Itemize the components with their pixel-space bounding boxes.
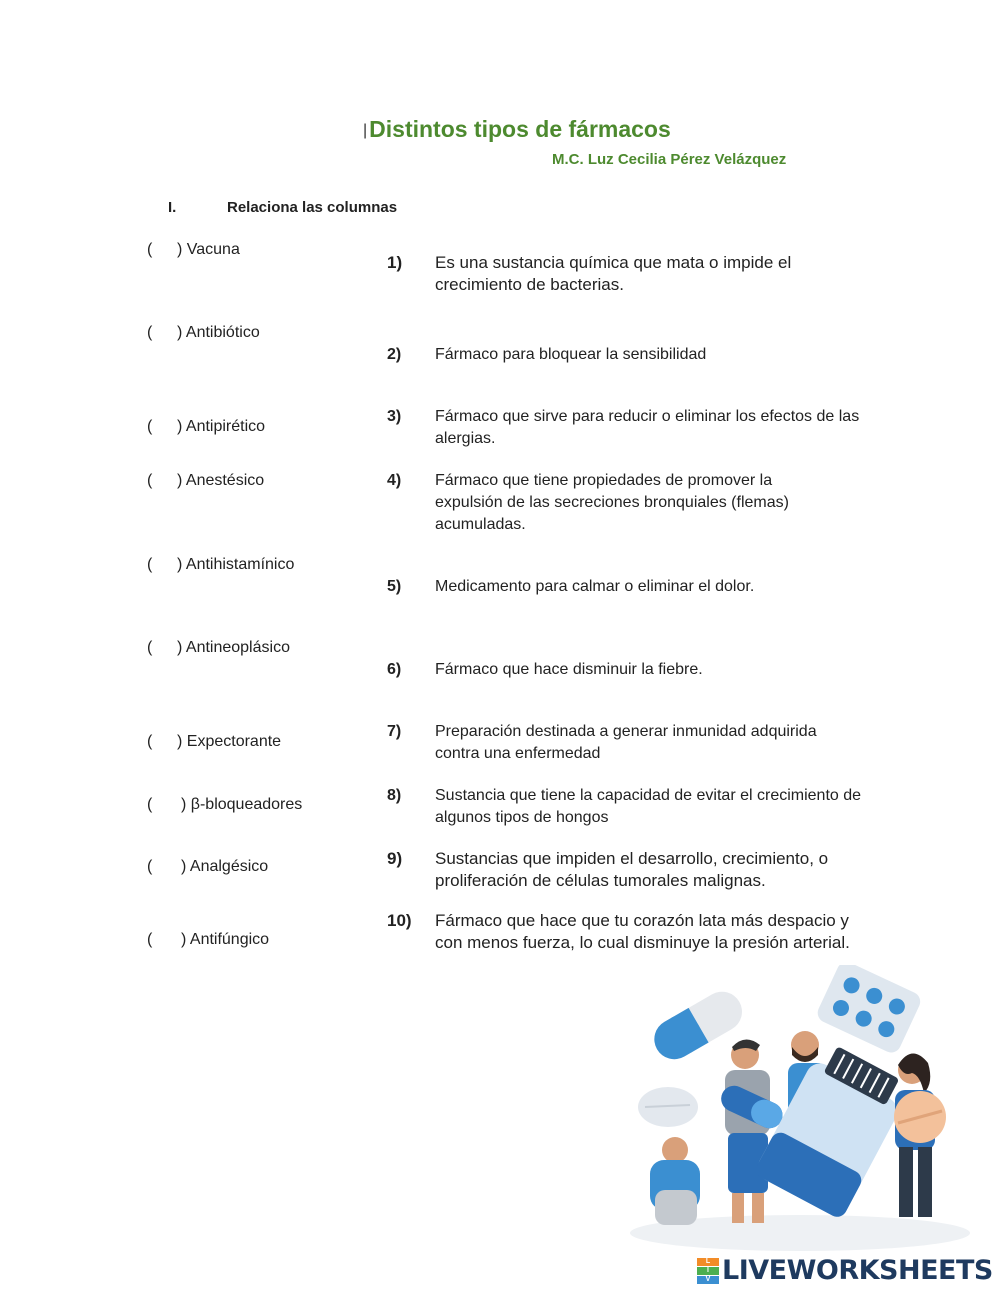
logo-badge-letter: I [697, 1267, 719, 1275]
answer-paren: ( [147, 858, 153, 875]
liveworksheets-logo [697, 1255, 993, 1285]
definition-text: Fármaco que hace que tu corazón lata más despacio y con menos fuerza, lo cual disminuye la presión arterial. [435, 911, 850, 952]
item-label: ) Analgésico [181, 858, 269, 875]
answer-slot-analgesico[interactable] [147, 858, 268, 876]
logo-badge-icon [697, 1258, 719, 1284]
item-label: ) Antifúngico [181, 931, 270, 948]
item-label: ) Antipirético [177, 418, 266, 435]
definition-text: Fármaco para bloquear la sensibilidad [435, 346, 707, 363]
definition-4 [387, 470, 831, 536]
answer-paren: ( [147, 324, 153, 341]
answer-paren: ( [147, 796, 153, 813]
definition-number: 2) [387, 346, 402, 363]
answer-slot-antineoplasico[interactable] [147, 639, 290, 657]
logo-badge-letter: L [697, 1258, 719, 1266]
logo-badge-letter: V [697, 1276, 719, 1284]
definition-number: 4) [387, 472, 402, 489]
definition-number: 10) [387, 911, 412, 930]
definition-number: 8) [387, 787, 402, 804]
definition-number: 5) [387, 578, 402, 595]
definition-text: Fármaco que hace disminuir la fiebre. [435, 661, 703, 678]
answer-slot-vacuna[interactable] [147, 241, 240, 259]
definition-text: Preparación destinada a generar inmunidad adquirida contra una enfermedad [435, 723, 817, 762]
text-cursor: | [363, 122, 368, 139]
answer-slot-anestesico[interactable] [147, 472, 264, 490]
definition-number: 6) [387, 661, 402, 678]
definition-text: Es una sustancia química que mata o impide el crecimiento de bacterias. [435, 253, 792, 294]
definition-number: 9) [387, 849, 403, 868]
definition-number: 1) [387, 253, 403, 272]
definition-7 [387, 721, 851, 765]
answer-paren: ( [147, 931, 153, 948]
item-label: ) Vacuna [177, 241, 240, 258]
definition-9 [387, 848, 861, 892]
people-with-medicine-illustration [620, 965, 980, 1255]
definition-5 [387, 576, 871, 598]
answer-paren: ( [147, 241, 153, 258]
answer-slot-antihistaminico[interactable] [147, 556, 294, 574]
definition-2 [387, 344, 871, 366]
title-text: Distintos tipos de fármacos [369, 116, 671, 142]
answer-paren: ( [147, 472, 153, 489]
answer-paren: ( [147, 733, 153, 750]
answer-slot-antibiotico[interactable] [147, 324, 260, 342]
logo-wordmark: LIVEWORKSHEETS [722, 1255, 993, 1286]
answer-paren: ( [147, 639, 153, 656]
section-title: Relaciona las columnas [227, 199, 398, 216]
definition-text: Medicamento para calmar o eliminar el dolor. [435, 578, 755, 595]
medicine-bottle-icon [753, 1039, 913, 1220]
definition-6 [387, 659, 871, 681]
definition-3 [387, 406, 871, 450]
page-title [363, 116, 671, 143]
section-number: I. [168, 199, 177, 216]
answer-slot-beta-bloqueadores[interactable] [147, 796, 302, 814]
answer-paren: ( [147, 418, 153, 435]
definition-text: Fármaco que tiene propiedades de promover la expulsión de las secreciones bronquiales (flemas) acumuladas. [435, 472, 789, 533]
definition-1 [387, 252, 871, 296]
answer-paren: ( [147, 556, 153, 573]
item-label: ) Anestésico [177, 472, 265, 489]
definition-8 [387, 785, 871, 829]
answer-slot-expectorante[interactable] [147, 733, 281, 751]
definition-text: Fármaco que sirve para reducir o eliminar los efectos de las alergias. [435, 408, 860, 447]
blister-pack-icon [814, 965, 923, 1056]
definition-number: 7) [387, 723, 402, 740]
item-label: ) β-bloqueadores [181, 796, 303, 813]
answer-slot-antifungico[interactable] [147, 931, 269, 949]
item-label: ) Expectorante [177, 733, 282, 750]
item-label: ) Antineoplásico [177, 639, 290, 656]
definition-text: Sustancias que impiden el desarrollo, crecimiento, o proliferación de células tumorales malignas. [435, 849, 829, 890]
author-line: M.C. Luz Cecilia Pérez Velázquez [552, 151, 787, 168]
item-label: ) Antihistamínico [177, 556, 295, 573]
definition-text: Sustancia que tiene la capacidad de evitar el crecimiento de algunos tipos de hongos [435, 787, 862, 826]
definition-10 [387, 910, 851, 954]
item-label: ) Antibiótico [177, 324, 260, 341]
definition-number: 3) [387, 408, 402, 425]
answer-slot-antipiretico[interactable] [147, 418, 265, 436]
